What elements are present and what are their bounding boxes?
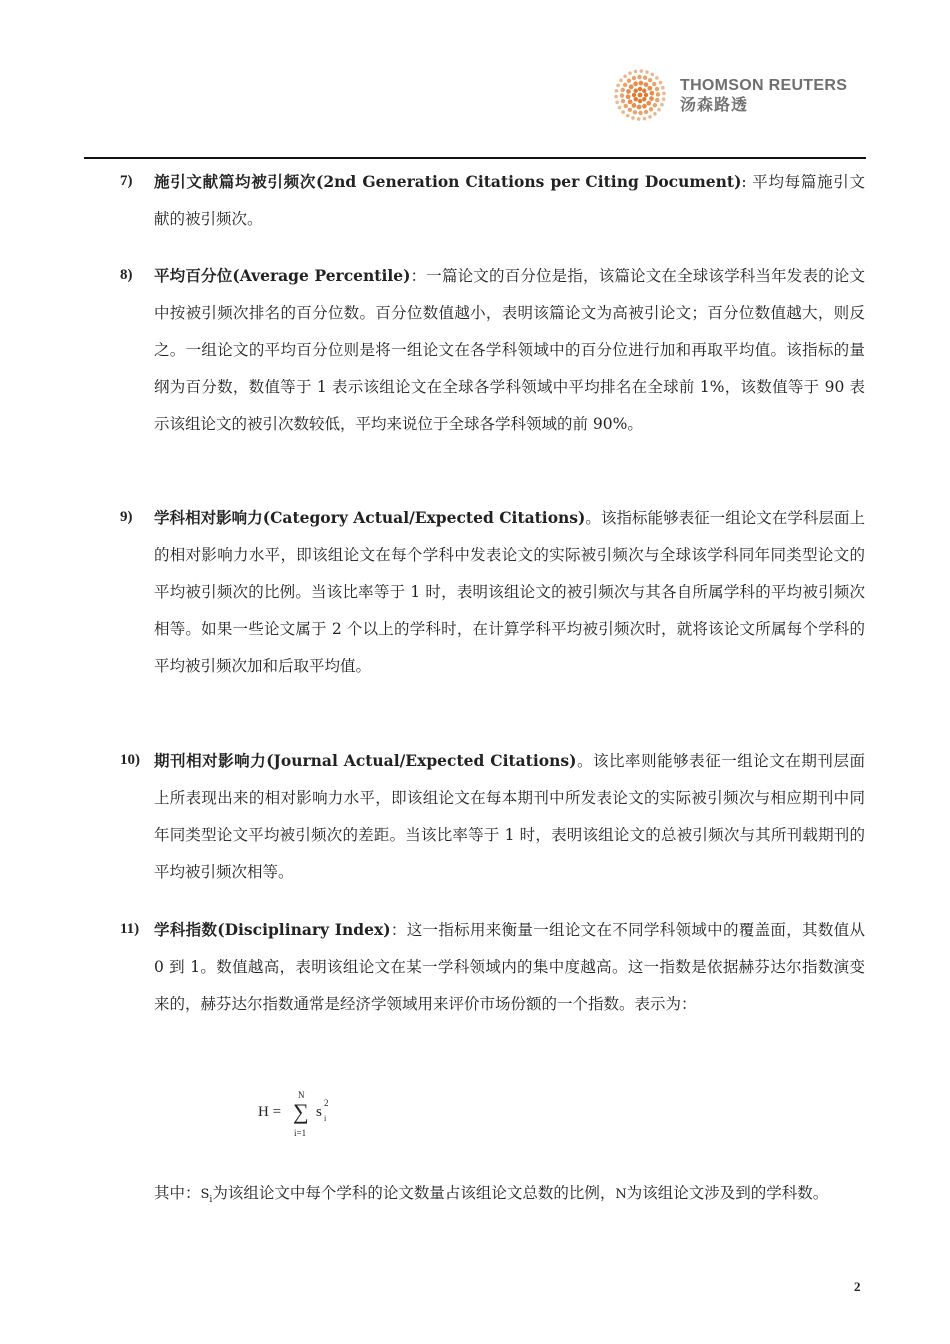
- item-text: [154, 911, 865, 1023]
- item-term: 期刊相对影响力(Journal Actual/Expected Citations): [154, 751, 577, 770]
- note-prefix: 其中：: [154, 1184, 201, 1202]
- logo-dot-sphere-icon: [610, 66, 672, 126]
- item-body: 。该指标能够表征一组论文在学科层面上的相对影响力水平，即该组论文在每个学科中发表论文的实际被引频次与全球该学科同年同类型论文的平均被引频次的比例。当该比率等于 1 时，表明该组论文的被引频次与其各自所属学科的平均被引频次相等。如果一些论文属于 2 个以上的学科时，在计算学科平均被引频次时，就将该论文所属每个学科的平均被引频次加和后取平均值。: [154, 509, 865, 675]
- item-body: ：这一指标用来衡量一组论文在不同学科领域中的覆盖面，其数值从 0 到 1。数值越高，表明该组论文在某一学科领域内的集中度越高。这一指数是依据赫芬达尔指数演变来的，赫芬达尔指数通常是经济学领域用来评价市场份额的一个指数。表示为：: [154, 921, 865, 1013]
- sum-upper-limit: N: [298, 1090, 305, 1100]
- definition-item-11: [120, 911, 865, 1023]
- item-term: 学科指数(Disciplinary Index): [154, 920, 391, 939]
- definition-item-8: [120, 257, 865, 443]
- sum-lower-limit: i=1: [294, 1128, 307, 1138]
- brand-text: [680, 76, 847, 115]
- brand-name-cn: 汤森路透: [680, 95, 749, 114]
- herfindahl-formula: [258, 1090, 378, 1142]
- header-divider: [84, 157, 866, 159]
- definition-item-9: [120, 499, 865, 685]
- thomson-reuters-logo: [610, 66, 870, 126]
- item-text: [154, 163, 865, 238]
- page-number: 2: [854, 1279, 861, 1294]
- item-number: 10): [120, 752, 140, 768]
- item-body: 。该比率则能够表征一组论文在期刊层面上所表现出来的相对影响力水平，即该组论文在每本期刊中所发表论文的实际被引频次与相应期刊中同年同类型论文平均被引频次的差距。当该比率等于 1 时，表明该组论文的总被引频次与其所刊载期刊的平均被引频次相等。: [154, 752, 865, 881]
- item-number: 11): [120, 921, 140, 937]
- item-body: : 平均每篇施引文献的被引频次。: [154, 173, 865, 228]
- item-body: ：一篇论文的百分位是指，该篇论文在全球该学科当年发表的论文中按被引频次排名的百分位数。百分位数值越小，表明该篇论文为高被引论文；百分位数值越大，则反之。一组论文的平均百分位则是将一组论文在各学科领域中的百分位进行加和再取平均值。该指标的量纲为百分数，数值等于 1 表示该组论文在全球各学科领域中平均排名在全球前 1%，该数值等于 90 表示该组论文的被引次数较低，平均来说位于全球各学科领域的前 90%。: [154, 267, 865, 433]
- definition-item-10: [120, 742, 865, 891]
- definition-item-7: [120, 163, 865, 238]
- formula-term-exponent: 2: [324, 1098, 329, 1108]
- item-term: 学科相对影响力(Category Actual/Expected Citations): [154, 508, 586, 527]
- note-mid: 为该组论文中每个学科的论文数量占该组论文总数的比例，: [212, 1184, 616, 1202]
- note-n-symbol: N: [615, 1187, 627, 1202]
- item-text: [154, 742, 865, 891]
- note-s-subscript: i: [209, 1195, 213, 1206]
- item-term: 平均百分位(Average Percentile): [154, 266, 411, 285]
- formula-lhs: H =: [258, 1104, 282, 1120]
- formula-term: s: [316, 1104, 322, 1120]
- item-number: 7): [120, 173, 133, 189]
- item-term: 施引文献篇均被引频次(2nd Generation Citations per Citing Document): [154, 172, 742, 191]
- brand-name-en: THOMSON REUTERS: [680, 77, 848, 94]
- formula-term-subscript: i: [324, 1114, 327, 1123]
- item-text: [154, 499, 865, 685]
- note-tail: 为该组论文涉及到的学科数。: [626, 1184, 829, 1202]
- item-number: 8): [120, 267, 133, 283]
- summation-sign: ∑: [293, 1099, 309, 1124]
- formula-explanation: [120, 1175, 865, 1219]
- item-number: 9): [120, 509, 133, 525]
- note-s-symbol: S: [200, 1187, 210, 1202]
- item-text: [154, 257, 865, 443]
